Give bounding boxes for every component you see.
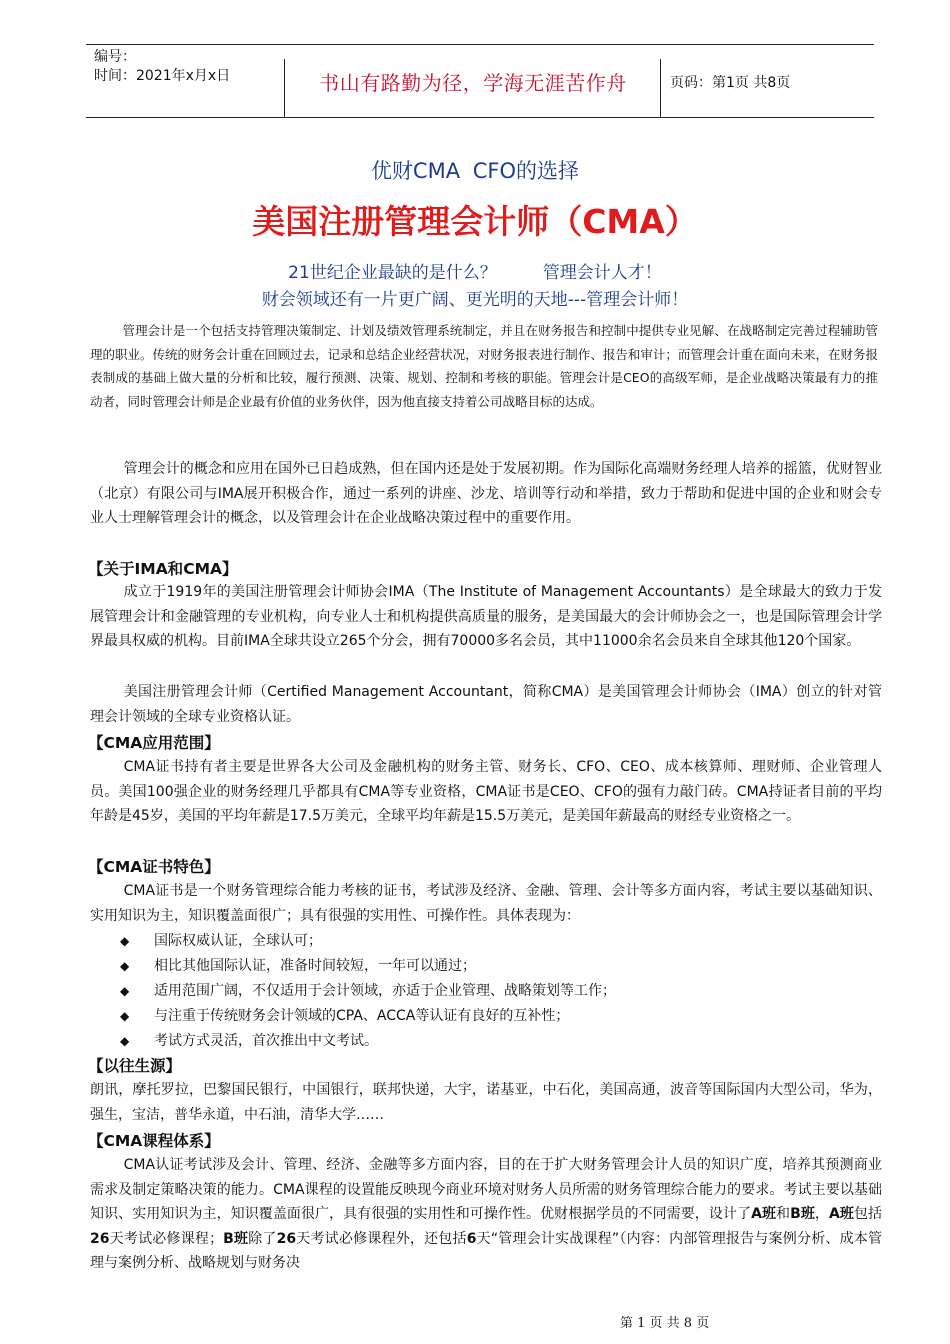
intro-paragraph-1: 管理会计是一个包括支持管理决策制定、计划及绩效管理系统制定，并且在财务报告和控制中提供专业见解、在战略制定完善过程辅助管理的职业。传统的财务会计重在回顾过去，记录和总结企业经营状况，对财务报表进行制作、报告和审计；而管理会计重在面向未来，在财务报表制成的基础上做大量的分析和比较，履行预测、决策、规划、控制和考核的职能。管理会计是CEO的高级军师，是企业战略决策最有力的推动者，同时管理会计师是企业最有价值的业务伙伴，因为他直接支持着公司战略目标的达成。 — [90, 323, 878, 409]
tagline: 财会领域还有一片更广阔、更光明的天地---管理会计师！ — [261, 290, 689, 310]
section-title-students: 【以往生源】 — [88, 1057, 182, 1075]
number-label: 编号： — [94, 49, 136, 65]
section-title-scope: 【CMA应用范围】 — [88, 734, 220, 752]
diamond-bullet-icon: ◆ — [120, 959, 130, 973]
header-divider — [660, 59, 661, 117]
brand-title: 优财CMA CFO的选择 — [370, 159, 580, 183]
page-footer: 第 1 页 共 8 页 — [620, 1316, 710, 1331]
question-line — [0, 258, 950, 283]
feature-bullet: ◆ 国际权威认证，全球认可； — [120, 929, 322, 953]
intro-paragraph-2: 管理会计的概念和应用在国外已日趋成熟，但在国内还是处于发展初期。作为国际化高端财务经理人培养的摇篮，优财智业（北京）有限公司与IMA展开积极合作，通过一系列的讲座、沙龙、培训等行动和举措，致力于帮助和促进中国的企业和财会专业人士理解管理会计的概念，以及管理会计在企业战略决策过程中的重要作用。 — [90, 461, 882, 527]
section-title-courses: 【CMA课程体系】 — [88, 1132, 220, 1150]
ima-paragraph-2: 美国注册管理会计师（Certified Management Accountant，简称CMA）是美国管理会计师协会（IMA）创立的针对管理会计领域的全球专业资格认证。 — [90, 684, 882, 725]
header-page-info: 页码：第1页 共8页 — [670, 75, 791, 91]
main-title: 美国注册管理会计师（CMA） — [252, 202, 698, 241]
time-label: 时间：2021年x月x日 — [94, 68, 231, 84]
feature-bullet: ◆ 适用范围广阔，不仅适用于会计领域，亦适于企业管理、战略策划等工作； — [120, 979, 616, 1003]
header-meta — [94, 48, 230, 86]
ima-paragraph-1: 成立于1919年的美国注册管理会计师协会IMA（The Institute of Management Accountants）是全球最大的致力于发展管理会计和金融管理的专业机构，向专业人士和机构提供高质量的服务，是美国最大的会计师协会之一，也是国际管理会计学界最具权威的机构。目前IMA全球共设立265个分会，拥有70000多名会员，其中11000余名会员来自全球其他120个国家。 — [90, 584, 882, 650]
diamond-bullet-icon: ◆ — [120, 984, 130, 998]
diamond-bullet-icon: ◆ — [120, 1034, 130, 1048]
page-header — [86, 44, 874, 118]
section-title-ima: 【关于IMA和CMA】 — [88, 560, 238, 578]
section-title-features: 【CMA证书特色】 — [88, 858, 220, 876]
features-paragraph: CMA证书是一个财务管理综合能力考核的证书，考试涉及经济、金融、管理、会计等多方面内容，考试主要以基础知识、实用知识为主，知识覆盖面很广；具有很强的实用性、可操作性。具体表现为： — [90, 883, 882, 924]
students-paragraph: 朗讯，摩托罗拉，巴黎国民银行，中国银行，联邦快递，大宇，诺基亚，中石化，美国高通，波音等国际国内大型公司，华为，强生，宝洁，普华永道，中石油，清华大学…… — [90, 1082, 882, 1123]
header-divider — [284, 59, 285, 117]
diamond-bullet-icon: ◆ — [120, 934, 130, 948]
diamond-bullet-icon: ◆ — [120, 1009, 130, 1023]
header-motto: 书山有路勤为径，学海无涯苦作舟 — [319, 71, 627, 95]
feature-bullet: ◆ 相比其他国际认证，准备时间较短，一年可以通过； — [120, 954, 476, 978]
question-text: 21世纪企业最缺的是什么？ — [288, 263, 497, 283]
courses-paragraph: CMA认证考试涉及会计、管理、经济、金融等多方面内容，目的在于扩大财务管理会计人员的知识广度，培养其预测商业需求及制定策略决策的能力。CMA课程的设置能反映现今商业环境对财务人员所需的财务管理综合能力的要求。考试主要以基础知识、实用知识为主，知识覆盖面很广，具有很强的实用性和可操作性。优财根据学员的不同需要，设计了A班和B班，A班包括26天考试必修课程；B班除了26天考试必修课程外，还包括6天“管理会计实战课程”（内容：内部管理报告与案例分析、成本管理与案例分析、战略规划与财务决 — [90, 1157, 883, 1272]
scope-paragraph: CMA证书持有者主要是世界各大公司及金融机构的财务主管、财务长、CFO、CEO、成本核算师、理财师、企业管理人员。美国100强企业的财务经理几乎都具有CMA等专业资格，CMA证书是CEO、CFO的强有力敲门砖。CMA持证者目前的平均年龄是45岁，美国的平均年薪是17.5万美元，全球平均年薪是15.5万美元，是美国年薪最高的财经专业资格之一。 — [90, 759, 882, 825]
feature-bullet: ◆ 与注重于传统财务会计领域的CPA、ACCA等认证有良好的互补性； — [120, 1004, 569, 1028]
answer-text: 管理会计人才！ — [542, 263, 662, 283]
feature-bullet: ◆ 考试方式灵活，首次推出中文考试。 — [120, 1029, 378, 1053]
